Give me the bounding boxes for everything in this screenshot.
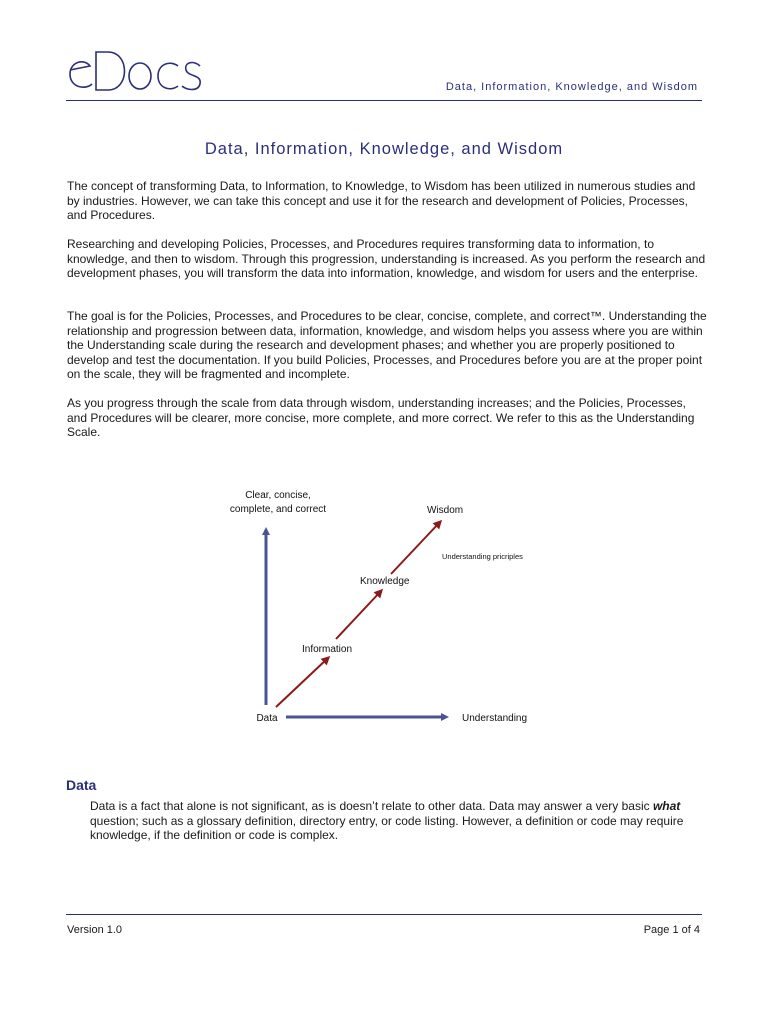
y-axis-label-line2: complete, and correct [229,504,327,515]
label-understanding: Understanding [462,713,528,724]
header-title: Data, Information, Knowledge, and Wisdom [445,81,698,93]
section-heading-data: Data [66,777,97,793]
document-title: Data, Information, Knowledge, and Wisdom [204,140,564,158]
label-information: Information [302,644,353,655]
definition-text-start: Data is a fact that alone is not significant, as is doesn’t relate to other data. Data may answer a very basic [90,799,653,813]
arrow-data-to-information [276,658,328,707]
paragraph-scale: As you progress through the scale from data through wisdom, understanding increases; and the Policies, Processes, and Procedures will be clearer, more concise, more complete, and more correct. We refer to this as the Understanding Scale. [67,396,695,440]
paragraph-data-definition [90,799,702,843]
footer-divider [66,914,702,915]
label-data: Data [256,713,278,724]
paragraph-research: Researching and developing Policies, Processes, and Procedures requires transforming data to information, to knowledge, and then to wisdom. Through this progression, understanding is increased. As you perform the research and development phases, you will transform the data into information, knowledge, and wisdom for users and the enterprise. [67,237,706,281]
label-understanding-principles: Understanding pricriples [442,552,523,561]
label-wisdom: Wisdom [427,505,464,516]
paragraph-intro: The concept of transforming Data, to Information, to Knowledge, to Wisdom has been utilized in numerous studies and by industries. However, we can take this concept and use it for the research and development of Policies, Processes, and Procedures. [67,179,696,223]
footer-version: Version 1.0 [67,924,123,936]
arrow-knowledge-to-wisdom [391,522,440,574]
definition-text-end: question; such as a glossary definition, directory entry, or code listing. However, a definition or code may require knowledge, if the definition or code is complex. [90,813,684,843]
edocs-logo [66,44,206,96]
y-axis-label-line1: Clear, concise, [245,490,311,501]
logo-text: eDocs [66,44,69,45]
understanding-scale-diagram [200,478,560,738]
label-knowledge: Knowledge [360,576,410,587]
arrow-information-to-knowledge [336,591,381,639]
paragraph-goal: The goal is for the Policies, Processes, and Procedures to be clear, concise, complete, and correct™. Understanding the relationship and progression between data, information, knowledge, and wisdom helps you assess where you are within the Understanding scale during the research and development phases; and whether you are properly positioned to develop and test the documentation. If you build Policies, Processes, and Procedures before you are at the proper point on the scale, they will be fragmented and incomplete. [67,309,707,382]
footer-page-number: Page 1 of 4 [643,924,700,936]
header-divider [66,100,702,101]
emphasis-what: what [652,799,681,813]
